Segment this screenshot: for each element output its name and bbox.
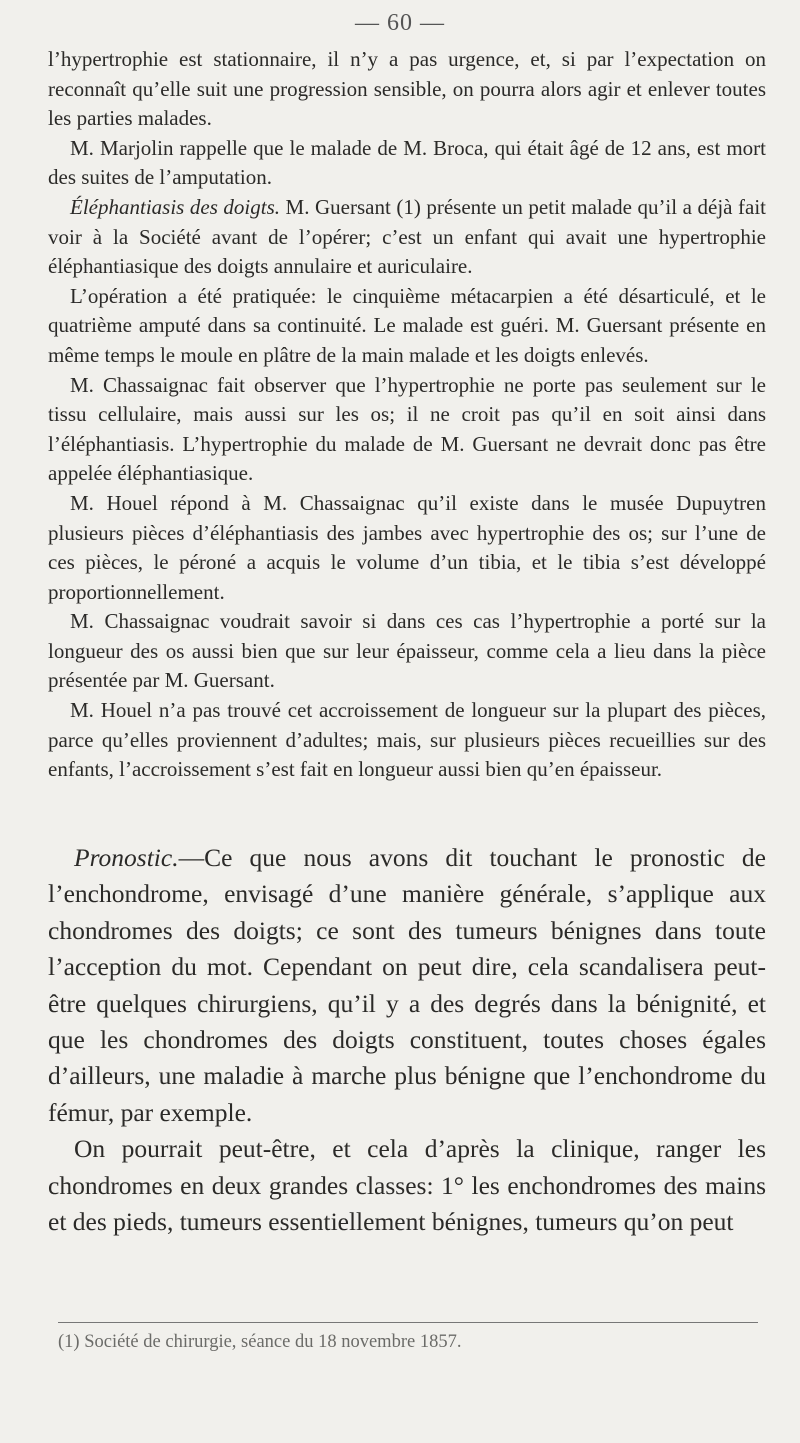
paragraph-chassaignac-2: M. Chassaignac voudrait savoir si dans ces cas l’hypertrophie a porté sur la longueur des os aussi bien que sur leur épaisseur, comme cela a lieu dans la pièce présentée par M. Guersant. <box>48 609 766 693</box>
minutes-text-block <box>48 45 766 785</box>
paragraph-pronostic-text: —Ce que nous avons dit touchant le pronostic de l’enchondrome, envisagé d’une manière générale, s’applique aux chondromes des doigts; ce sont des tumeurs bénignes dans toute l’acception du mot. Cependant on peut dire, cela scandalisera peut-être quelques chirurgiens, qu’il y a des degrés dans la bénignité, et que les chondromes des doigts constituent, toutes choses égales d’ailleurs, une maladie à marche plus bénigne que l’enchondrome du fémur, par exemple. <box>48 843 766 1127</box>
paragraph-operation: L’opération a été pratiquée: le cinquième métacarpien a été désarticulé, et le quatrième amputé dans sa continuité. Le malade est guéri. M. Guersant présente en même temps le moule en plâtre de la main malade et les doigts enlevés. <box>48 283 766 367</box>
main-text-block <box>48 840 766 1240</box>
heading-pronostic: Pronostic. <box>74 843 179 872</box>
paragraph-pronostic <box>48 840 766 1131</box>
paragraph-houel-1: M. Houel répond à M. Chassaignac qu’il existe dans le musée Dupuytren plusieurs pièces d’éléphantiasis des jambes avec hypertrophie des os; sur l’une de ces pièces, le péroné a acquis le volume d’un tibia, et le tibia s’est développé proportionnellement. <box>48 490 766 604</box>
footnote: (1) Société de chirurgie, séance du 18 novembre 1857. <box>58 1332 462 1352</box>
page-number: — 60 — <box>355 10 445 36</box>
paragraph-elephantiasis-text: M. Guersant (1) présente un petit malade qu’il a déjà fait voir à la Société avant de l’opérer; c’est un enfant qui avait une hypertrophie éléphantiasique des doigts annulaire et auriculaire. <box>48 194 766 279</box>
paragraph-classes: On pourrait peut-être, et cela d’après la clinique, ranger les chondromes en deux grandes classes: 1° les enchondromes des mains et des pieds, tumeurs essentiellement bénignes, tumeurs qu’on peut <box>48 1134 766 1237</box>
heading-elephantiasis: Éléphantiasis des doigts. <box>70 194 280 219</box>
paragraph-elephantiasis <box>48 193 766 282</box>
paragraph-chassaignac-1: M. Chassaignac fait observer que l’hypertrophie ne porte pas seulement sur le tissu cellulaire, mais aussi sur les os; il ne croit pas qu’il en soit ainsi dans l’éléphantiasis. L’hypertrophie du malade de M. Guersant ne devrait donc pas être appelée éléphantiasique. <box>48 372 766 486</box>
footnote-divider <box>58 1322 758 1323</box>
paragraph-expectation: l’hypertrophie est stationnaire, il n’y a pas urgence, et, si par l’expectation on reconnaît qu’elle suit une progression sensible, on pourra alors agir et enlever toutes les parties malades. <box>48 47 766 131</box>
paragraph-marjolin: M. Marjolin rappelle que le malade de M. Broca, qui était âgé de 12 ans, est mort des suites de l’amputation. <box>48 135 766 190</box>
paragraph-houel-2: M. Houel n’a pas trouvé cet accroissement de longueur sur la plupart des pièces, parce qu’elles proviennent d’adultes; mais, sur plusieurs pièces recueillies sur des enfants, l’accroissement s’est fait en longueur aussi bien qu’en épaisseur. <box>48 698 766 782</box>
